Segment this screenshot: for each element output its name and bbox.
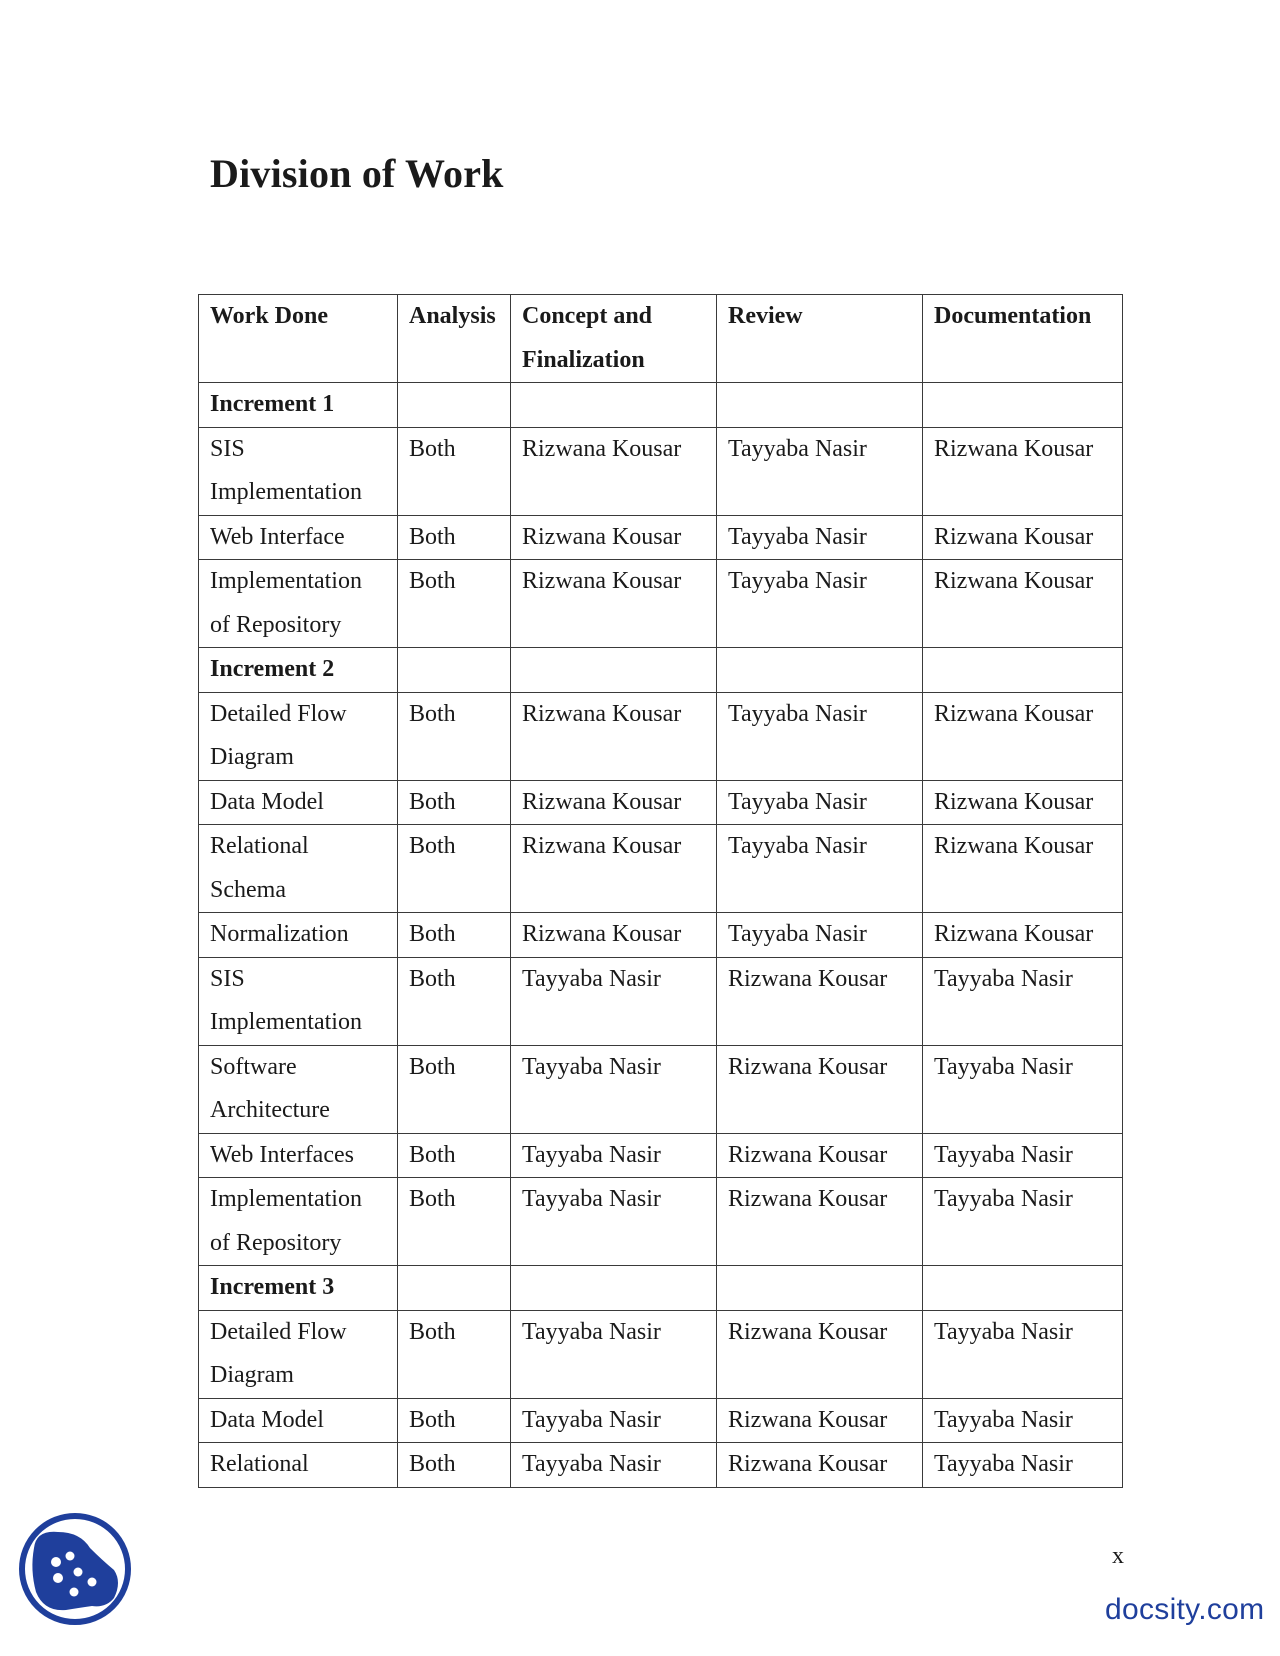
table-row <box>199 692 1123 780</box>
table-row <box>199 1443 1123 1488</box>
documentation-cell: Rizwana Kousar <box>923 427 1123 515</box>
concept-cell: Rizwana Kousar <box>511 780 717 825</box>
table-row <box>199 957 1123 1045</box>
analysis-cell: Both <box>398 1443 511 1488</box>
empty-cell <box>511 648 717 693</box>
review-cell: Tayyaba Nasir <box>717 560 923 648</box>
empty-cell <box>511 1266 717 1311</box>
task-name-cell: Detailed Flow Diagram <box>199 692 398 780</box>
header-documentation: Documentation <box>923 295 1123 383</box>
empty-cell <box>511 383 717 428</box>
table-row <box>199 515 1123 560</box>
table-row <box>199 1133 1123 1178</box>
analysis-cell: Both <box>398 780 511 825</box>
review-cell: Tayyaba Nasir <box>717 515 923 560</box>
task-name-cell: Implementation of Repository <box>199 560 398 648</box>
task-name-cell: Normalization <box>199 913 398 958</box>
empty-cell <box>398 648 511 693</box>
empty-cell <box>717 648 923 693</box>
table-row <box>199 825 1123 913</box>
analysis-cell: Both <box>398 913 511 958</box>
header-analysis: Analysis <box>398 295 511 383</box>
increment-label: Increment 3 <box>199 1266 398 1311</box>
increment-row <box>199 1266 1123 1311</box>
concept-cell: Tayyaba Nasir <box>511 1045 717 1133</box>
increment-label: Increment 2 <box>199 648 398 693</box>
table-row <box>199 1310 1123 1398</box>
review-cell: Rizwana Kousar <box>717 957 923 1045</box>
review-cell: Rizwana Kousar <box>717 1178 923 1266</box>
task-name-cell: Relational Schema <box>199 825 398 913</box>
table-row <box>199 1178 1123 1266</box>
table-row <box>199 1045 1123 1133</box>
documentation-cell: Rizwana Kousar <box>923 825 1123 913</box>
review-cell: Rizwana Kousar <box>717 1398 923 1443</box>
analysis-cell: Both <box>398 427 511 515</box>
task-name-cell: Detailed Flow Diagram <box>199 1310 398 1398</box>
review-cell: Tayyaba Nasir <box>717 780 923 825</box>
task-name-cell: Web Interfaces <box>199 1133 398 1178</box>
task-name-cell: Data Model <box>199 780 398 825</box>
documentation-cell: Tayyaba Nasir <box>923 1178 1123 1266</box>
review-cell: Tayyaba Nasir <box>717 913 923 958</box>
task-name-cell: SIS Implementation <box>199 957 398 1045</box>
analysis-cell: Both <box>398 560 511 648</box>
concept-cell: Tayyaba Nasir <box>511 1398 717 1443</box>
review-cell: Rizwana Kousar <box>717 1045 923 1133</box>
analysis-cell: Both <box>398 515 511 560</box>
empty-cell <box>398 1266 511 1311</box>
empty-cell <box>398 383 511 428</box>
header-work-done: Work Done <box>199 295 398 383</box>
concept-cell: Tayyaba Nasir <box>511 957 717 1045</box>
task-name-cell: Web Interface <box>199 515 398 560</box>
documentation-cell: Tayyaba Nasir <box>923 1310 1123 1398</box>
table-row <box>199 1398 1123 1443</box>
analysis-cell: Both <box>398 1045 511 1133</box>
analysis-cell: Both <box>398 825 511 913</box>
table-header-row <box>199 295 1123 383</box>
documentation-cell: Tayyaba Nasir <box>923 1045 1123 1133</box>
empty-cell <box>717 383 923 428</box>
table-row <box>199 780 1123 825</box>
analysis-cell: Both <box>398 1398 511 1443</box>
concept-cell: Rizwana Kousar <box>511 427 717 515</box>
header-review: Review <box>717 295 923 383</box>
analysis-cell: Both <box>398 1133 511 1178</box>
documentation-cell: Tayyaba Nasir <box>923 957 1123 1045</box>
review-cell: Rizwana Kousar <box>717 1443 923 1488</box>
analysis-cell: Both <box>398 1178 511 1266</box>
concept-cell: Rizwana Kousar <box>511 692 717 780</box>
empty-cell <box>923 383 1123 428</box>
header-concept-finalization: Concept and Finalization <box>511 295 717 383</box>
concept-cell: Rizwana Kousar <box>511 913 717 958</box>
increment-label: Increment 1 <box>199 383 398 428</box>
table-body <box>199 383 1123 1488</box>
concept-cell: Tayyaba Nasir <box>511 1310 717 1398</box>
documentation-cell: Tayyaba Nasir <box>923 1133 1123 1178</box>
documentation-cell: Rizwana Kousar <box>923 515 1123 560</box>
task-name-cell: Relational <box>199 1443 398 1488</box>
task-name-cell: Implementation of Repository <box>199 1178 398 1266</box>
concept-cell: Rizwana Kousar <box>511 560 717 648</box>
empty-cell <box>923 648 1123 693</box>
empty-cell <box>923 1266 1123 1311</box>
docsity-brand-link[interactable]: docsity.com <box>1105 1593 1265 1626</box>
review-cell: Rizwana Kousar <box>717 1310 923 1398</box>
documentation-cell: Rizwana Kousar <box>923 780 1123 825</box>
task-name-cell: Data Model <box>199 1398 398 1443</box>
documentation-cell: Rizwana Kousar <box>923 913 1123 958</box>
review-cell: Rizwana Kousar <box>717 1133 923 1178</box>
concept-cell: Rizwana Kousar <box>511 515 717 560</box>
task-name-cell: Software Architecture <box>199 1045 398 1133</box>
review-cell: Tayyaba Nasir <box>717 825 923 913</box>
docsity-logo-icon[interactable] <box>18 1512 132 1626</box>
table-row <box>199 560 1123 648</box>
analysis-cell: Both <box>398 692 511 780</box>
concept-cell: Tayyaba Nasir <box>511 1443 717 1488</box>
table-row <box>199 427 1123 515</box>
documentation-cell: Tayyaba Nasir <box>923 1398 1123 1443</box>
analysis-cell: Both <box>398 1310 511 1398</box>
review-cell: Tayyaba Nasir <box>717 692 923 780</box>
analysis-cell: Both <box>398 957 511 1045</box>
concept-cell: Tayyaba Nasir <box>511 1178 717 1266</box>
page-title: Division of Work <box>210 151 504 196</box>
increment-row <box>199 648 1123 693</box>
task-name-cell: SIS Implementation <box>199 427 398 515</box>
concept-cell: Tayyaba Nasir <box>511 1133 717 1178</box>
increment-row <box>199 383 1123 428</box>
empty-cell <box>717 1266 923 1311</box>
division-of-work-table <box>198 294 1123 1488</box>
table-row <box>199 913 1123 958</box>
documentation-cell: Rizwana Kousar <box>923 560 1123 648</box>
page-number: x <box>1112 1543 1124 1569</box>
review-cell: Tayyaba Nasir <box>717 427 923 515</box>
documentation-cell: Rizwana Kousar <box>923 692 1123 780</box>
concept-cell: Rizwana Kousar <box>511 825 717 913</box>
documentation-cell: Tayyaba Nasir <box>923 1443 1123 1488</box>
